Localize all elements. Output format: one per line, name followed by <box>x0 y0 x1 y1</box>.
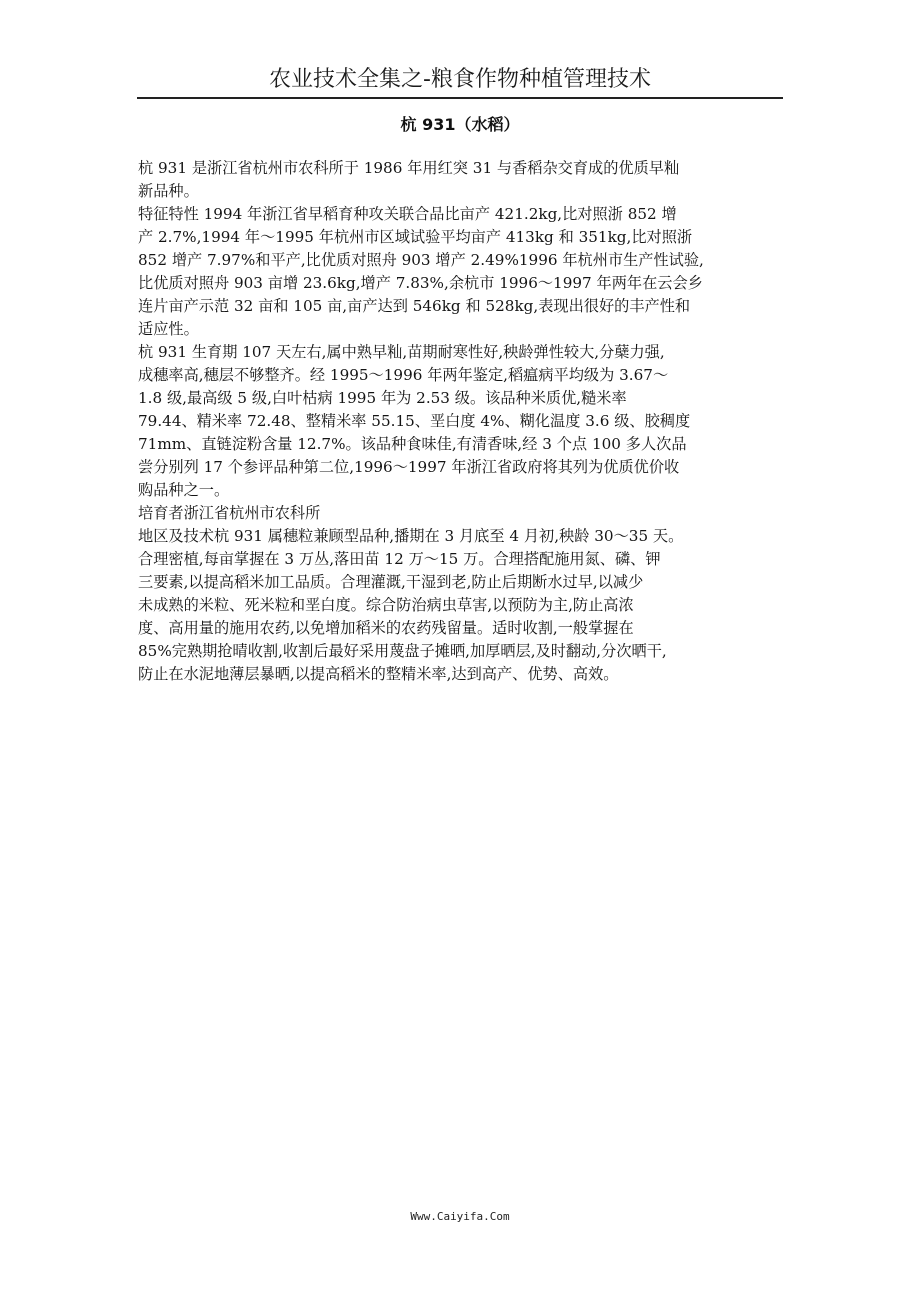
body-line: 适应性。 <box>138 320 199 338</box>
body-line: 连片亩产示范 32 亩和 105 亩,亩产达到 546kg 和 528kg,表现出很好的丰产性和 <box>138 297 691 315</box>
body-line: 合理密植,每亩掌握在 3 万丛,落田苗 12 万～15 万。合理搭配施用氮、磷、钾 <box>138 550 661 568</box>
body-line: 杭 931 是浙江省杭州市农科所于 1986 年用红突 31 与香稻杂交育成的优质早籼 <box>138 159 680 177</box>
body-line: 尝分别列 17 个参评品种第二位,1996～1997 年浙江省政府将其列为优质优价收 <box>138 458 680 476</box>
body-line: 新品种。 <box>138 182 199 200</box>
body-line: 防止在水泥地薄层暴晒,以提高稻米的整精米率,达到高产、优势、高效。 <box>138 665 619 683</box>
document-body <box>138 157 790 686</box>
footer-website-link[interactable]: Www.Caiyifa.Com <box>410 1210 510 1223</box>
body-line: 成穗率高,穗层不够整齐。经 1995～1996 年两年鉴定,稻瘟病平均级为 3.67～ <box>138 366 669 384</box>
body-line: 852 增产 7.97%和平产,比优质对照舟 903 增产 2.49%1996 年杭州市生产性试验, <box>138 251 704 269</box>
body-line: 1.8 级,最高级 5 级,白叶枯病 1995 年为 2.53 级。该品种米质优,糙米率 <box>138 389 627 407</box>
body-line: 71mm、直链淀粉含量 12.7%。该品种食味佳,有清香味,经 3 个点 100 多人次品 <box>138 435 687 453</box>
body-line: 比优质对照舟 903 亩增 23.6kg,增产 7.83%,余杭市 1996～1997 年两年在云会乡 <box>138 274 703 292</box>
body-line: 产 2.7%,1994 年～1995 年杭州市区域试验平均亩产 413kg 和 351kg,比对照浙 <box>138 228 693 246</box>
body-line: 培育者浙江省杭州市农科所 <box>138 504 321 522</box>
body-line: 未成熟的米粒、死米粒和垩白度。综合防治病虫草害,以预防为主,防止高浓 <box>138 596 634 614</box>
body-line: 购品种之一。 <box>138 481 230 499</box>
body-line: 79.44、精米率 72.48、整精米率 55.15、垩白度 4%、糊化温度 3.6 级、胶稠度 <box>138 412 691 430</box>
body-line: 杭 931 生育期 107 天左右,属中熟早籼,苗期耐寒性好,秧龄弹性较大,分蘖力强, <box>138 343 665 361</box>
body-line: 特征特性 1994 年浙江省早稻育种攻关联合品比亩产 421.2kg,比对照浙 852 增 <box>138 205 677 223</box>
body-line: 85%完熟期抢晴收割,收割后最好采用蔑盘子摊晒,加厚晒层,及时翻动,分次晒干, <box>138 642 667 660</box>
header-divider <box>137 97 783 99</box>
body-line: 度、高用量的施用农药,以免增加稻米的农药残留量。适时收割,一般掌握在 <box>138 619 634 637</box>
document-title: 杭 931（水稻） <box>400 115 520 134</box>
body-line: 地区及技术杭 931 属穗粒兼顾型品种,播期在 3 月底至 4 月初,秧龄 30～35 天。 <box>138 527 684 545</box>
page-header-title: 农业技术全集之-粮食作物种植管理技术 <box>269 67 651 92</box>
body-line: 三要素,以提高稻米加工品质。合理灌溉,干湿到老,防止后期断水过早,以减少 <box>138 573 644 591</box>
